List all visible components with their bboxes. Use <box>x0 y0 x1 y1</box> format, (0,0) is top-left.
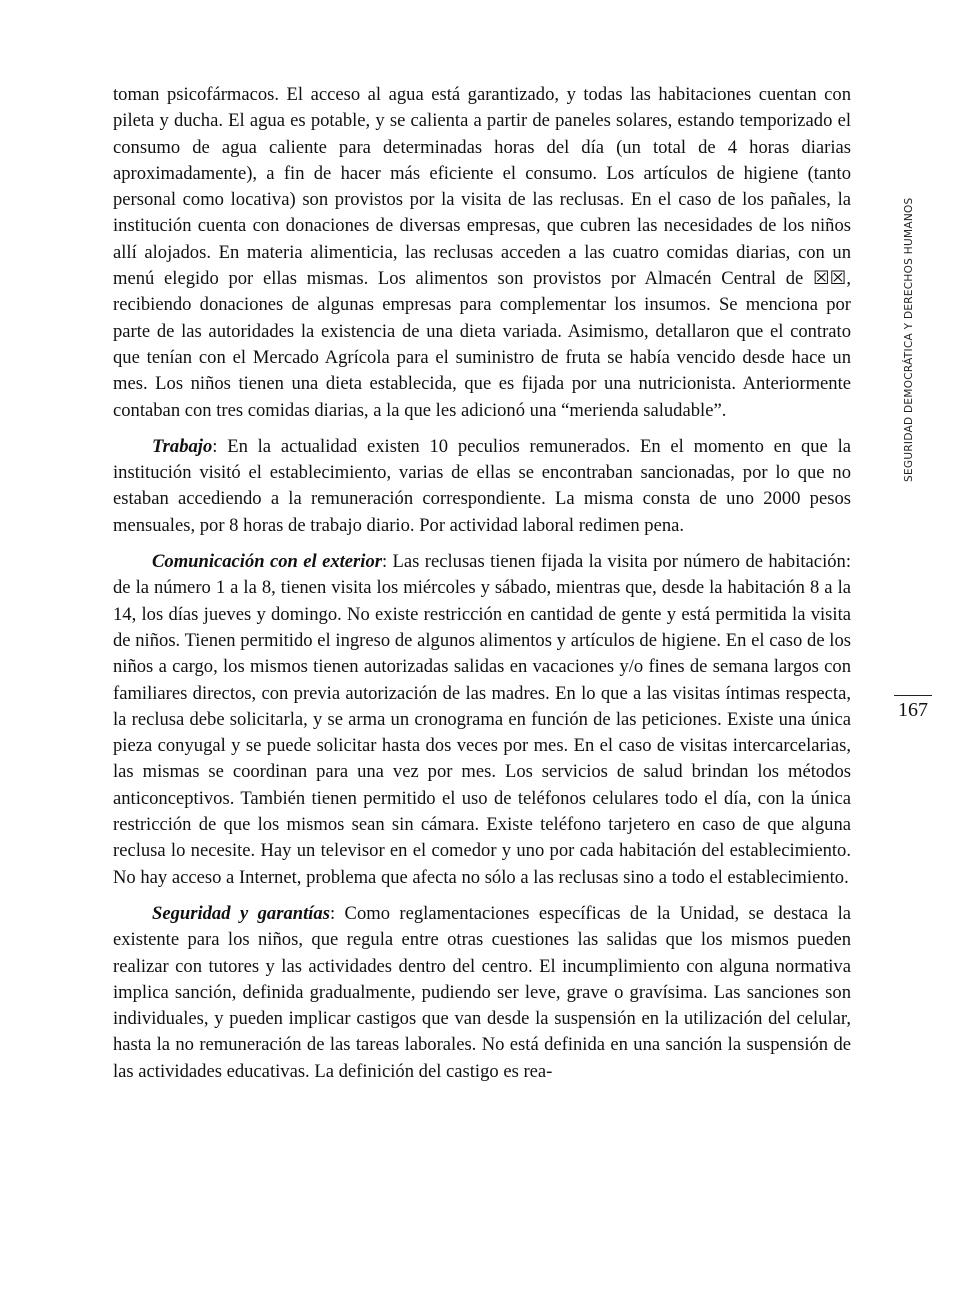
paragraph-higiene-alimentacion <box>113 82 851 424</box>
page-number-rule <box>894 695 932 696</box>
running-header: SEGURIDAD DEMOCRÁTICA Y DERECHOS HUMANOS <box>903 197 915 482</box>
page-number: 167 <box>898 699 928 721</box>
paragraph-text: toman psicofármacos. El acceso al agua está garantizado, y todas las habitaciones cuentan con pileta y ducha. El agua es potable, y se calienta a partir de paneles solares, estando temporizado el consumo de agua caliente para determinadas horas del día (un total de 4 horas diarias aproximadamente), a fin de hacer más eficiente el consumo. Los artículos de higiene (tanto personal como locativa) son provistos por la visita de las reclusas. En el caso de los pañales, la institución cuenta con donaciones de diversas empresas, que cubren las necesidades de los niños allí alojados. En materia alimenticia, las reclusas acceden a las cuatro comidas diarias, con un menú elegido por ellas mismas. Los alimentos son provistos por Almacén Central de ☒☒, recibiendo donaciones de algunas empresas para complementar los insumos. Se menciona por parte de las autoridades la existencia de una dieta variada. Asimismo, detallaron que el contrato que tenían con el Mercado Agrícola para el suministro de fruta se había vencido desde hace un mes. Los niños tienen una dieta establecida, que es fijada por una nutricionista. Anteriormente contaban con tres comidas diarias, a la que les adicionó una “merienda saludable”. <box>113 84 851 421</box>
paragraph-text: : En la actualidad existen 10 peculios remunerados. En el momento en que la institución visitó el establecimiento, varias de ellas se encontraban sancionadas, por lo que no estaban accediendo a la remuneración correspondiente. La misma consta de uno 2000 pesos mensuales, por 8 horas de trabajo diario. Por actividad laboral redimen pena. <box>113 435 851 536</box>
paragraph-comunicacion <box>113 549 851 891</box>
paragraph-seguridad <box>113 901 851 1085</box>
section-heading-seguridad: Seguridad y garantías <box>152 902 330 924</box>
paragraph-trabajo <box>113 434 851 539</box>
section-heading-trabajo: Trabajo <box>152 435 213 457</box>
paragraph-text: : Las reclusas tienen fijada la visita por número de habitación: de la número 1 a la 8, tienen visita los miércoles y sábado, mientras que, desde la habitación 8 a la 14, los días jueves y domingo. No existe restricción en cantidad de gente y está permitida la visita de niños. Tienen permitido el ingreso de algunos alimentos y artículos de higiene. En el caso de los niños a cargo, los mismos tienen autorizadas salidas en vacaciones y/o fines de semana largos con familiares directos, con previa autorización de las madres. En lo que a las visitas íntimas respecta, la reclusa debe solicitarla, y se arma un cronograma en función de las peticiones. Existe una única pieza conyugal y se puede solicitar hasta dos veces por mes. En el caso de visitas intercarcelarias, las mismas se coordinan para una vez por mes. Los servicios de salud brindan los métodos anticonceptivos. También tienen permitido el uso de teléfonos celulares todo el día, con la única restricción de que los mismos sean sin cámara. Existe teléfono tarjetero en caso de que alguna reclusa lo necesite. Hay un televisor en el comedor y uno por cada habitación del establecimiento. No hay acceso a Internet, problema que afecta no sólo a las reclusas sino a todo el establecimiento. <box>113 551 851 888</box>
paragraph-text: : Como reglamentaciones específicas de la Unidad, se destaca la existente para los niños, que regula entre otras cuestiones las salidas que los mismos pueden realizar con tutores y las actividades dentro del centro. El incumplimiento con alguna normativa implica sanción, definida gradualmente, pudiendo ser leve, grave o gravísima. Las sanciones son individuales, y pueden implicar castigos que van desde la suspensión en la utilización del celular, hasta la no remuneración de las tareas laborales. No está definida en una sanción la suspensión de las actividades educativas. La definición del castigo es rea- <box>113 902 851 1082</box>
body-text <box>113 82 851 1095</box>
section-heading-comunicacion: Comunicación con el exterior <box>152 551 382 573</box>
